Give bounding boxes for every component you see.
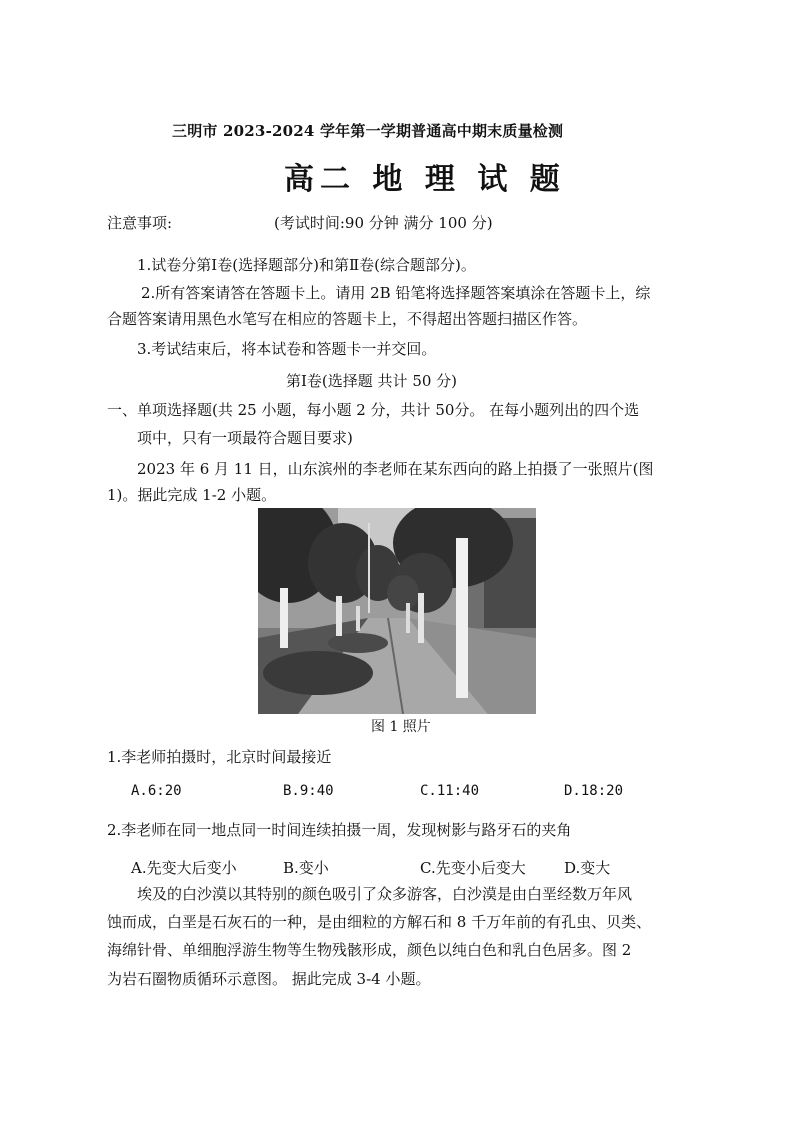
question2-option-c: C.先变小后变大 xyxy=(420,859,526,877)
notice-item-1: 1.试卷分第Ⅰ卷(选择题部分)和第Ⅱ卷(综合题部分)。 xyxy=(137,256,476,274)
passage2-line-4: 为岩石圈物质循环示意图。 据此完成 3-4 小题。 xyxy=(107,970,431,988)
question2-option-a: A.先变大后变小 xyxy=(131,859,237,877)
exam-info: (考试时间:90 分钟 满分 100 分) xyxy=(274,214,493,232)
notice-item-2-line-2: 合题答案请用黑色水笔写在相应的答题卡上，不得超出答题扫描区作答。 xyxy=(107,310,588,328)
part1-instruction-line-1: 一、单项选择题(共 25 小题，每小题 2 分，共计 50分。 在每小题列出的四个选 xyxy=(107,401,640,419)
figure1-photo xyxy=(258,508,536,714)
question1-option-a: A.6:20 xyxy=(131,783,182,799)
question2-option-d: D.变大 xyxy=(564,859,611,877)
page-title: 高二 地 理 试 题 xyxy=(284,162,566,197)
question2-stem: 2.李老师在同一地点同一时间连续拍摄一周，发现树影与路牙石的夹角 xyxy=(107,821,572,839)
question1-stem: 1.李老师拍摄时，北京时间最接近 xyxy=(107,748,332,766)
figure1-caption: 图 1 照片 xyxy=(371,719,431,735)
passage1-line-1: 2023 年 6 月 11 日，山东滨州的李老师在某东西向的路上拍摄了一张照片(图 xyxy=(137,460,654,478)
question1-option-c: C.11:40 xyxy=(420,783,480,799)
notice-item-3: 3.考试结束后，将本试卷和答题卡一并交回。 xyxy=(137,340,437,358)
passage2-line-2: 蚀而成，白垩是石灰石的一种，是由细粒的方解石和 8 千万年前的有孔虫、贝类、 xyxy=(107,913,652,931)
question2-option-b: B.变小 xyxy=(283,859,329,877)
question1-option-d: D.18:20 xyxy=(564,783,624,799)
passage2-line-1: 埃及的白沙漠以其特别的颜色吸引了众多游客，白沙漠是由白垩经数万年风 xyxy=(137,885,633,903)
exam-header: 三明市 2023-2024 学年第一学期普通高中期末质量检测 xyxy=(172,122,564,140)
section-title: 第Ⅰ卷(选择题 共计 50 分) xyxy=(286,372,458,390)
passage2-line-3: 海绵针骨、单细胞浮游生物等生物残骸形成，颜色以纯白色和乳白色居多。图 2 xyxy=(107,941,632,959)
notice-label: 注意事项: xyxy=(107,214,173,232)
question1-option-b: B.9:40 xyxy=(283,783,334,799)
part1-instruction-line-2: 项中，只有一项最符合题目要求) xyxy=(137,429,353,447)
passage1-line-2: 1)。据此完成 1-2 小题。 xyxy=(107,486,277,504)
notice-item-2-line-1: 2.所有答案请答在答题卡上。请用 2B 铅笔将选择题答案填涂在答题卡上，综 xyxy=(141,284,651,302)
